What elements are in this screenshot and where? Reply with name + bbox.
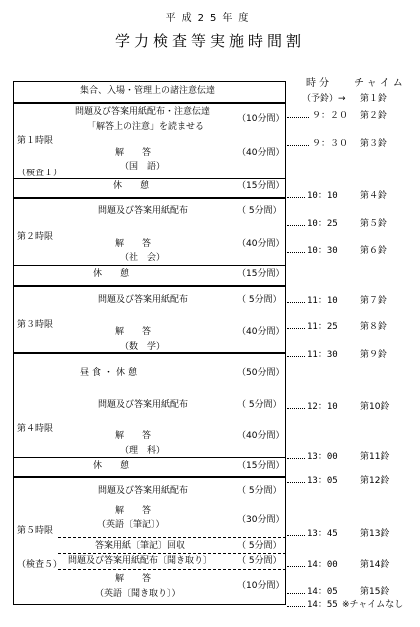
p5-listening-answer: 解 答: [115, 574, 152, 584]
year-heading: 平成25年度: [165, 13, 255, 24]
no-chime-note: ※チャイムなし: [342, 600, 404, 610]
p1-answer: 解 答: [115, 148, 152, 158]
time-13: 13：45: [307, 529, 338, 539]
p5-answer-duration: （30分間）: [237, 515, 285, 525]
p5-collect: 答案用紙〔筆記〕回収: [95, 541, 186, 551]
p4-answer: 解 答: [115, 431, 152, 441]
time-3: ９：３０: [312, 139, 349, 149]
p1-distribute-line1: 問題及び答案用紙配布・注意伝達: [75, 107, 211, 117]
chime-13: 第13鈴: [360, 529, 390, 539]
period-2-label: 第２時限: [17, 232, 54, 242]
p5-listening-distribute-duration: （ 5分間）: [237, 556, 282, 566]
leader-line: [287, 302, 305, 303]
rest-2: 休 憩: [93, 269, 130, 279]
leader-line: [287, 606, 305, 607]
p1-distribute-line2: 「解答上の注意」を読ませる: [87, 122, 205, 132]
dashed-divider: [58, 553, 286, 554]
row-divider: [13, 352, 286, 354]
period-1-label: 第１時限: [17, 136, 54, 146]
p3-answer: 解 答: [115, 327, 152, 337]
chime-8: 第８鈴: [360, 322, 388, 332]
p5-distribute: 問題及び答案用紙配布: [98, 486, 189, 496]
time-14: 14：00: [307, 560, 338, 570]
p3-answer-duration: （40分間）: [237, 327, 285, 337]
leader-line: [287, 482, 305, 483]
period-5-sublabel: （検査５）: [17, 560, 63, 570]
time-10: 12：10: [307, 402, 338, 412]
chime-column-header: チャイム: [354, 78, 406, 89]
leader-line: [287, 225, 305, 226]
yorei-marker: （予鈴）→: [302, 94, 346, 104]
leader-line: [287, 252, 305, 253]
p4-distribute-duration: （ 5分間）: [237, 400, 282, 410]
leader-line: [287, 535, 305, 536]
chime-11: 第11鈴: [360, 452, 390, 462]
row-divider: [13, 457, 286, 458]
p4-distribute: 問題及び答案用紙配布: [98, 400, 189, 410]
time-16: 14：55: [307, 600, 338, 610]
p2-answer-duration: （40分間）: [237, 239, 285, 249]
p2-subject: （社 会）: [120, 253, 166, 263]
chime-2: 第２鈴: [360, 111, 388, 121]
p2-distribute: 問題及び答案用紙配布: [98, 206, 189, 216]
chime-5: 第５鈴: [360, 219, 388, 229]
rest-1-duration: （15分間）: [237, 181, 285, 191]
p5-listening-subject: （英語〔聞き取り〕）: [95, 589, 181, 599]
p5-listening-answer-duration: （10分間）: [237, 581, 285, 591]
lunch-duration: （50分間）: [237, 368, 285, 378]
row-divider: [13, 265, 286, 266]
time-11: 13：00: [307, 452, 338, 462]
chime-12: 第12鈴: [360, 476, 390, 486]
time-6: 10：30: [307, 246, 338, 256]
chime-4: 第４鈴: [360, 191, 388, 201]
p3-subject: （数 学）: [120, 342, 166, 352]
dashed-divider: [58, 537, 286, 538]
row-divider: [13, 197, 286, 199]
rest-1: 休 憩: [113, 181, 150, 191]
assembly-row: 集合、入場・管理上の諸注意伝達: [80, 86, 216, 96]
time-7: 11：10: [307, 296, 338, 306]
lunch-break: 昼食・休憩: [80, 368, 141, 378]
row-divider: [13, 178, 286, 179]
time-2: ９：２０: [312, 111, 349, 121]
p5-collect-duration: （ 5分間）: [237, 541, 282, 551]
page-title: 学力検査等実施時間割: [114, 32, 305, 50]
p1-answer-duration: （40分間）: [237, 148, 285, 158]
period-4-label: 第４時限: [17, 424, 54, 434]
leader-line: [287, 566, 305, 567]
row-divider: [13, 102, 286, 104]
chime-1: 第１鈴: [360, 94, 388, 104]
leader-line: [287, 408, 305, 409]
row-divider: [13, 476, 286, 478]
p3-distribute: 問題及び答案用紙配布: [98, 295, 189, 305]
p3-distribute-duration: （ 5分間）: [237, 295, 282, 305]
time-15: 14：05: [307, 587, 338, 597]
period-1-sublabel: （検査１）: [17, 169, 63, 177]
chime-6: 第６鈴: [360, 246, 388, 256]
chime-9: 第９鈴: [360, 350, 388, 360]
time-column-header: 時分: [306, 78, 332, 89]
time-5: 10：25: [307, 219, 338, 229]
p2-distribute-duration: （ 5分間）: [237, 206, 282, 216]
period-5-label: 第５時限: [17, 526, 54, 536]
dashed-divider: [58, 569, 286, 570]
chime-10: 第10鈴: [360, 402, 390, 412]
time-4: 10：10: [307, 191, 338, 201]
p5-subject: （英語〔筆記〕）: [97, 520, 165, 530]
time-12: 13：05: [307, 476, 338, 486]
period-3-label: 第３時限: [17, 320, 54, 330]
chime-14: 第14鈴: [360, 560, 390, 570]
p1-distribute-duration: （10分間）: [237, 114, 285, 124]
chime-3: 第３鈴: [360, 139, 388, 149]
time-9: 11：30: [307, 350, 338, 360]
rest-3: 休 憩: [93, 461, 130, 471]
p5-listening-distribute: 問題及び答案用紙配布〔聞き取り〕: [68, 556, 213, 566]
rest-2-duration: （15分間）: [237, 269, 285, 279]
p2-answer: 解 答: [115, 239, 152, 249]
leader-line: [287, 328, 305, 329]
rest-3-duration: （15分間）: [237, 461, 285, 471]
leader-line: [287, 145, 309, 146]
p4-subject: （理 科）: [120, 446, 166, 456]
p1-subject: （国 語）: [120, 162, 166, 172]
p5-distribute-duration: （ 5分間）: [237, 486, 282, 496]
leader-line: [287, 356, 305, 357]
time-8: 11：25: [307, 322, 338, 332]
leader-line: [287, 197, 305, 198]
p5-answer: 解 答: [115, 506, 152, 516]
chime-7: 第７鈴: [360, 296, 388, 306]
row-divider: [13, 285, 286, 287]
leader-line: [287, 593, 305, 594]
p4-answer-duration: （40分間）: [237, 431, 285, 441]
leader-line: [287, 458, 305, 459]
leader-line: [287, 117, 309, 118]
chime-15: 第15鈴: [360, 587, 390, 597]
